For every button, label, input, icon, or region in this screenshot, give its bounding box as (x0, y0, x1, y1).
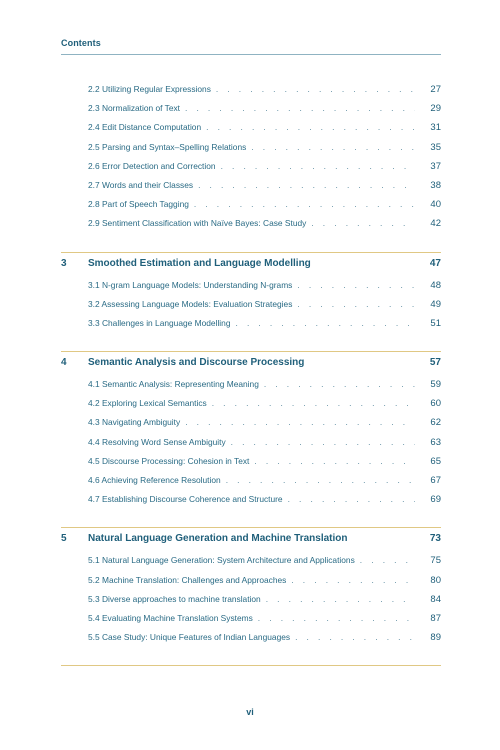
dot-leader (258, 609, 415, 628)
toc-entry-page: 67 (430, 475, 441, 486)
spacer (61, 647, 441, 665)
toc-entry-title: 2.7 Words and their Classes (88, 179, 194, 190)
toc-entry-title: 2.4 Edit Distance Computation (88, 122, 202, 133)
toc-entry-title: 2.9 Sentiment Classification with Naïve Bayes: Case Study (88, 218, 307, 229)
toc-entry-page: 65 (430, 455, 441, 467)
toc-entry-title: 2.2 Utilizing Regular Expressions (88, 84, 211, 94)
chapter-page: 73 (429, 533, 441, 545)
toc-entry-page: 87 (430, 612, 441, 624)
chapter-heading[interactable] (61, 355, 441, 371)
toc-entry-page: 59 (430, 379, 441, 391)
dot-leader (264, 375, 415, 394)
toc-entry[interactable] (61, 295, 441, 314)
toc-entry[interactable] (61, 628, 441, 647)
dot-leader (235, 314, 415, 333)
toc-entry[interactable] (61, 195, 441, 214)
toc-entry[interactable] (61, 433, 441, 452)
toc-entry[interactable] (61, 571, 441, 590)
toc-entry-title: 5.4 Evaluating Machine Translation Systems (88, 612, 253, 623)
toc-entry[interactable] (61, 118, 441, 137)
continued-entries (61, 80, 441, 234)
toc-entry-title: 4.7 Establishing Discourse Coherence and Structure (88, 494, 283, 505)
toc-entry-title: 4.6 Achieving Reference Resolution (88, 475, 221, 485)
toc-entry-page: 29 (430, 103, 441, 115)
chapter-title: Semantic Analysis and Discourse Processing (88, 357, 305, 369)
dot-leader (295, 628, 415, 647)
toc-entry-title: 4.5 Discourse Processing: Cohesion in Text (88, 455, 250, 466)
toc-entry[interactable] (61, 176, 441, 195)
chapter-block (61, 509, 441, 647)
toc-entry-page: 37 (430, 160, 441, 172)
toc-entry-title: 4.2 Exploring Lexical Semantics (88, 398, 207, 409)
spacer (61, 234, 441, 252)
toc-entry[interactable] (61, 590, 441, 609)
toc-entry-page: 84 (430, 593, 441, 605)
chapter-page: 57 (429, 357, 441, 369)
toc-entry[interactable] (61, 394, 441, 413)
chapter-block (61, 333, 441, 509)
running-head: Contents (61, 38, 101, 48)
toc-entry-title: 3.1 N-gram Language Models: Understanding N-grams (88, 279, 293, 290)
toc-entry-page: 27 (430, 84, 441, 95)
toc-entry-title: 4.1 Semantic Analysis: Representing Meaning (88, 379, 259, 390)
toc-entry[interactable] (61, 375, 441, 394)
toc-entry-title: 2.6 Error Detection and Correction (88, 160, 216, 171)
dot-leader (212, 394, 415, 413)
dot-leader (194, 195, 415, 214)
dot-leader (254, 452, 415, 471)
toc-entry-title: 3.2 Assessing Language Models: Evaluation Strategies (88, 298, 293, 309)
toc-entry[interactable] (61, 609, 441, 628)
dot-leader (221, 157, 415, 176)
toc-entry-title: 4.3 Navigating Ambiguity (88, 417, 181, 428)
toc-entry-page: 40 (430, 199, 441, 211)
toc-entry-page: 62 (430, 417, 441, 429)
toc-entry-title: 2.5 Parsing and Syntax–Spelling Relations (88, 141, 247, 152)
chapter-list (61, 234, 441, 667)
toc-entry-page: 49 (430, 298, 441, 310)
chapter-page: 47 (429, 257, 441, 269)
dot-leader (185, 99, 415, 118)
toc-entry[interactable] (61, 551, 441, 570)
toc-entry-title: 4.4 Resolving Word Sense Ambiguity (88, 436, 226, 447)
dot-leader (311, 214, 415, 233)
page-number: vi (246, 707, 254, 717)
toc-entry-page: 75 (430, 555, 441, 567)
toc-entry-page: 63 (430, 436, 441, 448)
toc-entry[interactable] (61, 157, 441, 176)
toc-entry[interactable] (61, 471, 441, 490)
toc-entry-title: 5.2 Machine Translation: Challenges and Approaches (88, 574, 287, 585)
chapter-block (61, 234, 441, 334)
toc-entry-page: 89 (430, 632, 441, 644)
toc-entry-page: 69 (430, 494, 441, 506)
toc-entry-title: 2.8 Part of Speech Tagging (88, 199, 189, 210)
running-head-rule (61, 54, 441, 55)
toc-entry[interactable] (61, 138, 441, 157)
dot-leader (226, 471, 415, 490)
dot-leader (251, 138, 415, 157)
toc-entry-page: 80 (430, 574, 441, 586)
toc-entry-title: 2.3 Normalization of Text (88, 103, 181, 114)
chapter-heading[interactable] (61, 256, 441, 272)
closing-rule (61, 665, 441, 666)
toc-entry[interactable] (61, 413, 441, 432)
toc-entry[interactable] (61, 214, 441, 233)
toc-entry[interactable] (61, 80, 441, 99)
toc-entry-page: 38 (430, 179, 441, 191)
chapter-number: 3 (61, 257, 67, 269)
toc-entry[interactable] (61, 452, 441, 471)
dot-leader (198, 176, 415, 195)
dot-leader (185, 413, 415, 432)
dot-leader (360, 551, 415, 570)
toc-entry-page: 35 (430, 141, 441, 153)
toc-entry-title: 5.5 Case Study: Unique Features of Indian Languages (88, 632, 291, 643)
chapter-title: Natural Language Generation and Machine Translation (88, 533, 348, 545)
toc-entry[interactable] (61, 490, 441, 509)
dot-leader (231, 433, 415, 452)
spacer (61, 333, 441, 351)
chapter-heading[interactable] (61, 531, 441, 547)
dot-leader (216, 80, 415, 99)
toc-entry[interactable] (61, 314, 441, 333)
dot-leader (291, 571, 415, 590)
dot-leader (266, 590, 415, 609)
chapter-number: 4 (61, 357, 67, 369)
toc-entry[interactable] (61, 276, 441, 295)
toc-entry-title: 3.3 Challenges in Language Modelling (88, 317, 231, 328)
spacer (61, 509, 441, 527)
toc-entry-page: 42 (430, 218, 441, 230)
toc-entry[interactable] (61, 99, 441, 118)
toc-entry-page: 48 (430, 279, 441, 291)
toc-entry-page: 31 (430, 122, 441, 134)
toc-entry-title: 5.3 Diverse approaches to machine translation (88, 593, 261, 604)
toc-entry-title: 5.1 Natural Language Generation: System Architecture and Applications (88, 555, 355, 566)
chapter-number: 5 (61, 533, 67, 545)
dot-leader (297, 295, 415, 314)
dot-leader (288, 490, 415, 509)
dot-leader (206, 118, 415, 137)
chapter-title: Smoothed Estimation and Language Modelling (88, 257, 311, 269)
toc-entry-page: 60 (430, 398, 441, 410)
toc-entry-page: 51 (430, 317, 441, 329)
table-of-contents (61, 80, 441, 666)
dot-leader (297, 276, 415, 295)
